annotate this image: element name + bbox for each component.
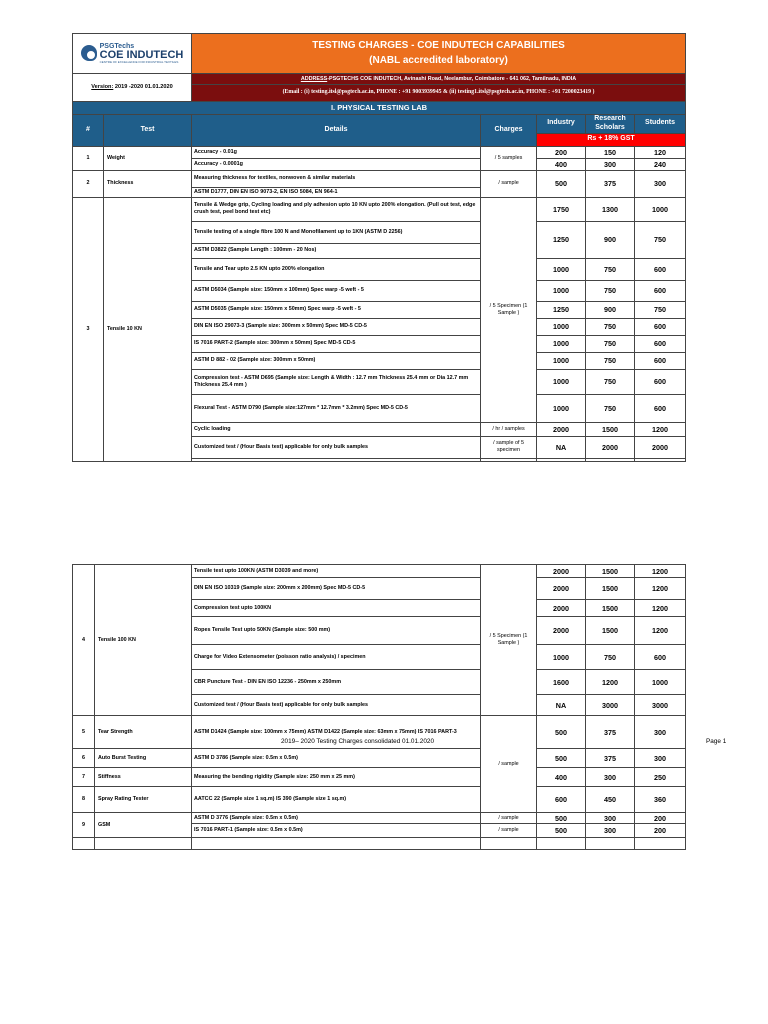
- research-3a: 1300: [586, 197, 635, 221]
- industry-6: 500: [537, 749, 586, 768]
- details-3c: ASTM D3822 (Sample Length : 100mm - 20 Nos): [192, 243, 481, 258]
- charges-table-page2: [72, 564, 686, 850]
- row-num-3: 3: [73, 197, 104, 461]
- research-1a: 150: [586, 146, 635, 158]
- footer-page: Page 1: [706, 738, 727, 745]
- row-num-8: 8: [73, 787, 95, 813]
- row-num-2: 2: [73, 170, 104, 197]
- research-3k: 750: [586, 394, 635, 422]
- details-3e: ASTM D5034 (Sample size: 150mm x 100mm) Spec warp -5 weft - 5: [192, 280, 481, 301]
- details-4e: Charge for Video Extensometer (poisson ratio analysis) / specimen: [192, 645, 481, 670]
- charges-2: / sample: [481, 170, 537, 197]
- industry-3e: 1000: [537, 280, 586, 301]
- industry-3k: 1000: [537, 394, 586, 422]
- students-1b: 240: [635, 158, 686, 170]
- col-header-num: #: [73, 115, 104, 147]
- research-4b: 1500: [586, 578, 635, 600]
- row-num-4: 4: [73, 565, 95, 716]
- industry-3h: 1000: [537, 335, 586, 352]
- industry-9a: 500: [537, 813, 586, 824]
- details-3h: IS 7016 PART-2 (Sample size: 300mm x 50mm) Spec MD-5 CD-5: [192, 335, 481, 352]
- research-2: 375: [586, 170, 635, 197]
- col-header-charges: Charges: [481, 115, 537, 147]
- research-8: 450: [586, 787, 635, 813]
- research-3b: 900: [586, 221, 635, 258]
- industry-3g: 1000: [537, 318, 586, 335]
- students-7: 250: [635, 768, 686, 787]
- research-3l: 1500: [586, 422, 635, 436]
- students-4f: 1000: [635, 670, 686, 695]
- industry-1a: 200: [537, 146, 586, 158]
- page-subtitle: (NABL accredited laboratory): [369, 54, 508, 66]
- charges-3l: / hr / samples: [481, 422, 537, 436]
- research-3i: 750: [586, 352, 635, 369]
- students-3g: 600: [635, 318, 686, 335]
- charges-5to8: / sample: [481, 716, 537, 813]
- research-9a: 300: [586, 813, 635, 824]
- version-value: 2019 -2020 01.01.2020: [113, 84, 173, 90]
- industry-3b: 1250: [537, 221, 586, 258]
- research-5: 375: [586, 716, 635, 749]
- charges-9b: / sample: [481, 824, 537, 838]
- test-name-2: Thickness: [104, 170, 192, 197]
- research-3d: 750: [586, 258, 635, 280]
- charges-3: / 5 Specimen (1 Sample ): [481, 197, 537, 422]
- address-cell: [192, 74, 686, 85]
- students-3e: 600: [635, 280, 686, 301]
- students-3k: 600: [635, 394, 686, 422]
- research-4f: 1200: [586, 670, 635, 695]
- details-3d: Tensile and Tear upto 2.5 KN upto 200% elongation: [192, 258, 481, 280]
- version-label: Version:: [91, 84, 114, 90]
- research-1b: 300: [586, 158, 635, 170]
- charges-4: / 5 Specimen (1 Sample ): [481, 565, 537, 716]
- industry-4b: 2000: [537, 578, 586, 600]
- industry-1b: 400: [537, 158, 586, 170]
- students-3m: 2000: [635, 436, 686, 458]
- test-name-1: Weight: [104, 146, 192, 170]
- col-header-industry: Industry: [537, 115, 586, 134]
- details-6: ASTM D 3786 (Sample size: 0.5m x 0.5m): [192, 749, 481, 768]
- logo-line1: PSGTechs: [99, 42, 135, 50]
- students-5: 300: [635, 716, 686, 749]
- col-header-students: Students: [635, 115, 686, 134]
- charges-9a: / sample: [481, 813, 537, 824]
- research-4a: 1500: [586, 565, 635, 578]
- industry-3m: NA: [537, 436, 586, 458]
- details-9b: IS 7016 PART-1 (Sample size: 0.5m x 0.5m): [192, 824, 481, 838]
- details-3i: ASTM D 882 - 02 (Sample size: 300mm x 50mm): [192, 352, 481, 369]
- industry-4g: NA: [537, 695, 586, 716]
- research-4c: 1500: [586, 600, 635, 617]
- students-4c: 1200: [635, 600, 686, 617]
- details-3k: Flexural Test - ASTM D790 (Sample size:127mm * 12.7mm * 3.2mm) Spec MD-5 CD-5: [192, 394, 481, 422]
- research-6: 375: [586, 749, 635, 768]
- students-3l: 1200: [635, 422, 686, 436]
- research-9b: 300: [586, 824, 635, 838]
- details-4a: Tensile test upto 100KN (ASTM D3039 and more): [192, 565, 481, 578]
- details-8: AATCC 22 (Sample size 1 sq.m) IS 390 (Sample size 1 sq.m): [192, 787, 481, 813]
- version-cell: [73, 74, 192, 102]
- title-cell: [192, 34, 686, 74]
- test-name-3: Tensile 10 KN: [104, 197, 192, 461]
- logo-line2: COE INDUTECH: [99, 48, 184, 61]
- details-3b: Tensile testing of a single fibre 100 N and Monofilament up to 1KN (ASTM D 2256): [192, 221, 481, 243]
- industry-4d: 2000: [537, 617, 586, 645]
- address-text: -PSGTECHS COE INDUTECH, Avinashi Road, Neelambur, Coimbatore - 641 062, Tamilnadu, INDIA: [327, 75, 577, 82]
- students-3d: 600: [635, 258, 686, 280]
- students-3b: 750: [635, 221, 686, 258]
- research-4g: 3000: [586, 695, 635, 716]
- test-name-8: Spray Rating Tester: [95, 787, 192, 813]
- contact-text: (Email : (i) testing.itsl@psgtech.ac.in, PHONE : +91 9003939945 & (ii) testing1.itsl@psgtech.ac.in, PHONE : +91 7200023419 ): [282, 89, 595, 96]
- students-4d: 1200: [635, 617, 686, 645]
- details-3g: DIN EN ISO 29073-3 (Sample size: 300mm x 50mm) Spec MD-5 CD-5: [192, 318, 481, 335]
- industry-5: 500: [537, 716, 586, 749]
- details-5: ASTM D1424 (Sample size: 100mm x 75mm) ASTM D1422 (Sample size: 63mm x 75mm) IS 7016 PART-3: [192, 716, 481, 749]
- students-6: 300: [635, 749, 686, 768]
- details-4g: Customized test / (Hour Basis test) applicable for only bulk samples: [192, 695, 481, 716]
- gst-note: Rs + 18% GST: [537, 133, 686, 146]
- students-4e: 600: [635, 645, 686, 670]
- address-label: ADDRESS: [300, 75, 328, 82]
- test-name-7: Stiffness: [95, 768, 192, 787]
- industry-4c: 2000: [537, 600, 586, 617]
- details-4f: CBR Puncture Test - DIN EN ISO 12236 - 250mm x 250mm: [192, 670, 481, 695]
- students-9b: 200: [635, 824, 686, 838]
- details-7: Measuring the bending rigidity (Sample size: 250 mm x 25 mm): [192, 768, 481, 787]
- col-header-research: Research Scholars: [586, 115, 635, 134]
- charges-3m: / sample of 5 specimen: [481, 436, 537, 458]
- details-3a: Tensile & Wedge grip, Cycling loading and ply adhesion upto 10 KN upto 200% elongation. (Pull out test, edge crush test, peel bond test etc): [192, 197, 481, 221]
- test-name-4: Tensile 100 KN: [95, 565, 192, 716]
- section-title: I. PHYSICAL TESTING LAB: [73, 102, 686, 115]
- research-7: 300: [586, 768, 635, 787]
- test-name-9: GSM: [95, 813, 192, 838]
- test-name-5: Tear Strength: [95, 716, 192, 749]
- contact-cell: [192, 85, 686, 102]
- research-3j: 750: [586, 369, 635, 394]
- students-3a: 1000: [635, 197, 686, 221]
- details-2a: Measuring thickness for textiles, nonwoven & similar materials: [192, 170, 481, 187]
- students-9a: 200: [635, 813, 686, 824]
- industry-2: 500: [537, 170, 586, 197]
- industry-3i: 1000: [537, 352, 586, 369]
- row-num-9: 9: [73, 813, 95, 838]
- row-num-6: 6: [73, 749, 95, 768]
- footer-center: 2019– 2020 Testing Charges consolidated 01.01.2020: [281, 738, 435, 745]
- details-3m: Customized test / (Hour Basis test) applicable for only bulk samples: [192, 436, 481, 458]
- research-3e: 750: [586, 280, 635, 301]
- research-4e: 750: [586, 645, 635, 670]
- students-3i: 600: [635, 352, 686, 369]
- logo: [81, 43, 184, 64]
- col-header-details: Details: [192, 115, 481, 147]
- students-4b: 1200: [635, 578, 686, 600]
- students-3h: 600: [635, 335, 686, 352]
- psgtech-logo-icon: [81, 45, 97, 61]
- students-4g: 3000: [635, 695, 686, 716]
- industry-4e: 1000: [537, 645, 586, 670]
- students-8: 360: [635, 787, 686, 813]
- industry-3j: 1000: [537, 369, 586, 394]
- industry-3a: 1750: [537, 197, 586, 221]
- industry-8: 600: [537, 787, 586, 813]
- details-9a: ASTM D 3776 (Sample size: 0.5m x 0.5m): [192, 813, 481, 824]
- research-4d: 1500: [586, 617, 635, 645]
- industry-9b: 500: [537, 824, 586, 838]
- details-2b: ASTM D1777, DIN EN ISO 9073-2, EN ISO 5084, EN 964-1: [192, 187, 481, 197]
- students-3f: 750: [635, 301, 686, 318]
- research-3m: 2000: [586, 436, 635, 458]
- row-num-5: 5: [73, 716, 95, 749]
- details-4c: Compression test upto 100KN: [192, 600, 481, 617]
- col-header-test: Test: [104, 115, 192, 147]
- charges-1: / 5 samples: [481, 146, 537, 170]
- research-3f: 900: [586, 301, 635, 318]
- research-3g: 750: [586, 318, 635, 335]
- details-4d: Ropes Tensile Test upto 50KN (Sample size: 500 mm): [192, 617, 481, 645]
- test-name-6: Auto Burst Testing: [95, 749, 192, 768]
- page-title: TESTING CHARGES - COE INDUTECH CAPABILITIES: [312, 40, 565, 51]
- industry-7: 400: [537, 768, 586, 787]
- industry-4f: 1600: [537, 670, 586, 695]
- details-4b: DIN EN ISO 10319 (Sample size: 200mm x 200mm) Spec MD-5 CD-5: [192, 578, 481, 600]
- industry-3l: 2000: [537, 422, 586, 436]
- industry-3d: 1000: [537, 258, 586, 280]
- logo-line3: CENTRE OF EXCELLENCE FOR INDUSTRIAL TEXTILES: [99, 59, 179, 64]
- row-num-7: 7: [73, 768, 95, 787]
- logo-cell: [73, 34, 192, 74]
- row-num-1: 1: [73, 146, 104, 170]
- industry-3f: 1250: [537, 301, 586, 318]
- students-2: 300: [635, 170, 686, 197]
- details-3f: ASTM D5035 (Sample size: 150mm x 50mm) Spec warp -5 weft - 5: [192, 301, 481, 318]
- research-3h: 750: [586, 335, 635, 352]
- students-3j: 600: [635, 369, 686, 394]
- details-1a: Accuracy - 0.01g: [192, 146, 481, 158]
- details-1b: Accuracy - 0.0001g: [192, 158, 481, 170]
- students-1a: 120: [635, 146, 686, 158]
- header-table: [72, 33, 686, 462]
- students-4a: 1200: [635, 565, 686, 578]
- details-3l: Cyclic loading: [192, 422, 481, 436]
- details-3j: Compression test - ASTM D695 (Sample size: Length & Width : 12.7 mm Thickness 25.4 mm or Dia 12.7 mm Thickness 25.4 mm ): [192, 369, 481, 394]
- industry-4a: 2000: [537, 565, 586, 578]
